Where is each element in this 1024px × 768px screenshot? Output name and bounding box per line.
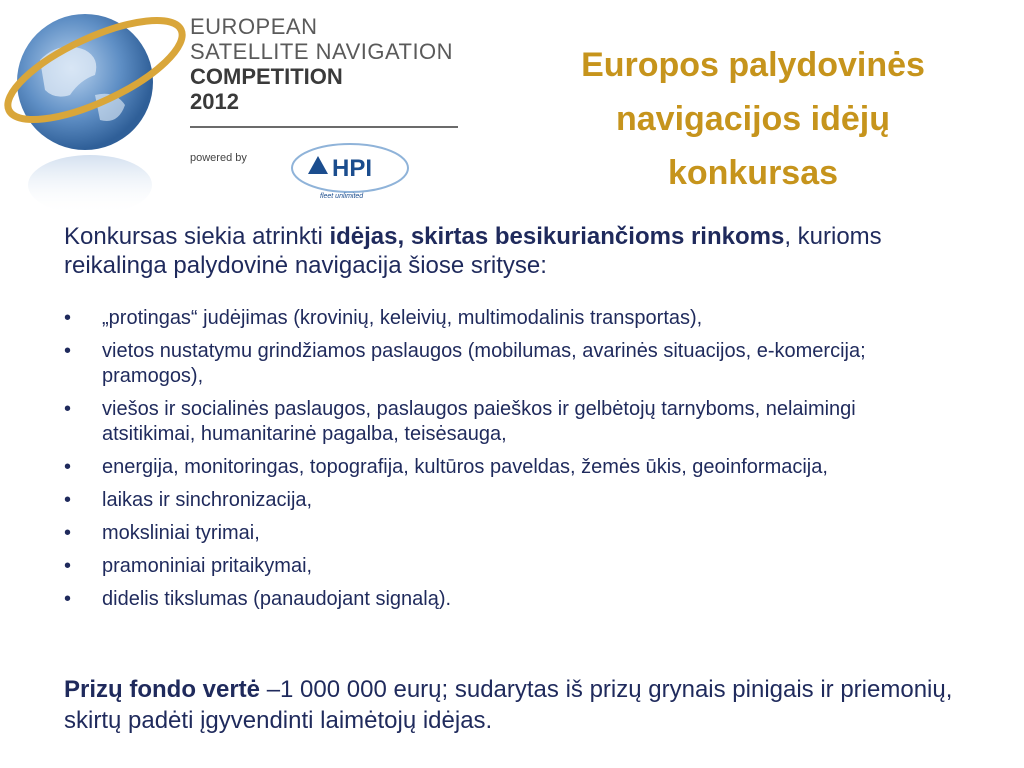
intro-text-end: , kurioms reikalinga palydovinė navigacija šiose srityse: (64, 223, 882, 279)
list-item-text: laikas ir sinchronizacija, (102, 489, 313, 511)
page-title (520, 38, 986, 200)
intro-text-bold: idėjas, skirtas besikuriančioms rinkoms (329, 223, 785, 250)
prize-fund-paragraph (64, 674, 964, 736)
bullet-icon: • (64, 489, 72, 511)
prize-fund-text: –1 000 000 eurų; sudarytas iš prizų grynais pinigais ir priemonių, skirtų padėti įgyvendinti laimėtojų idėjas. (64, 676, 953, 734)
powered-by-label: powered by (190, 152, 247, 164)
globe-icon (0, 0, 190, 215)
logo-line-european: EUROPEAN (190, 14, 318, 39)
bullet-icon: • (64, 456, 72, 478)
prize-fund-label: Prizų fondo vertė (64, 676, 267, 703)
list-item (64, 455, 954, 480)
list-item (64, 339, 954, 389)
list-item (64, 587, 954, 612)
list-item-text: „protingas“ judėjimas (krovinių, keleivių, multimodalinis transportas), (102, 307, 703, 329)
areas-bullet-list (64, 306, 954, 620)
list-item (64, 521, 954, 546)
bullet-icon: • (64, 588, 72, 610)
bullet-icon: • (64, 555, 72, 577)
list-item (64, 554, 954, 579)
list-item-text: didelis tikslumas (panaudojant signalą). (102, 588, 452, 610)
logo-line-competition: COMPETITION (190, 64, 343, 89)
hpi-wordmark: HPI (332, 155, 373, 182)
competition-logo (0, 0, 480, 215)
title-line-1: Europos palydovinės (581, 46, 925, 84)
logo-divider (190, 126, 458, 128)
bullet-icon: • (64, 398, 72, 420)
intro-text-start: Konkursas siekia atrinkti (64, 223, 330, 250)
list-item-text: vietos nustatymu grindžiamos paslaugos (mobilumas, avarinės situacijos, e-komercija; pramogos), (102, 340, 866, 387)
list-item (64, 397, 954, 447)
intro-paragraph (64, 222, 964, 280)
list-item (64, 488, 954, 513)
logo-line-satellite: SATELLITE NAVIGATION (190, 39, 454, 64)
hpi-tagline: fleet unlimited (320, 193, 364, 200)
list-item (64, 306, 954, 331)
bullet-icon: • (64, 522, 72, 544)
bullet-icon: • (64, 340, 72, 362)
list-item-text: moksliniai tyrimai, (102, 522, 260, 544)
bullet-icon: • (64, 307, 72, 329)
logo-wordmark (190, 16, 453, 116)
title-line-2: navigacijos idėjų (616, 100, 890, 138)
hpi-logo-icon (290, 142, 410, 194)
list-item-text: energija, monitoringas, topografija, kultūros paveldas, žemės ūkis, geoinformacija, (102, 456, 828, 478)
list-item-text: viešos ir socialinės paslaugos, paslaugos paieškos ir gelbėtojų tarnyboms, nelaimingi atsitikimai, humanitarinė pagalba, teisėsauga, (102, 398, 856, 445)
logo-line-year: 2012 (190, 89, 239, 114)
list-item-text: pramoniniai pritaikymai, (102, 555, 313, 577)
title-line-3: konkursas (667, 154, 839, 192)
